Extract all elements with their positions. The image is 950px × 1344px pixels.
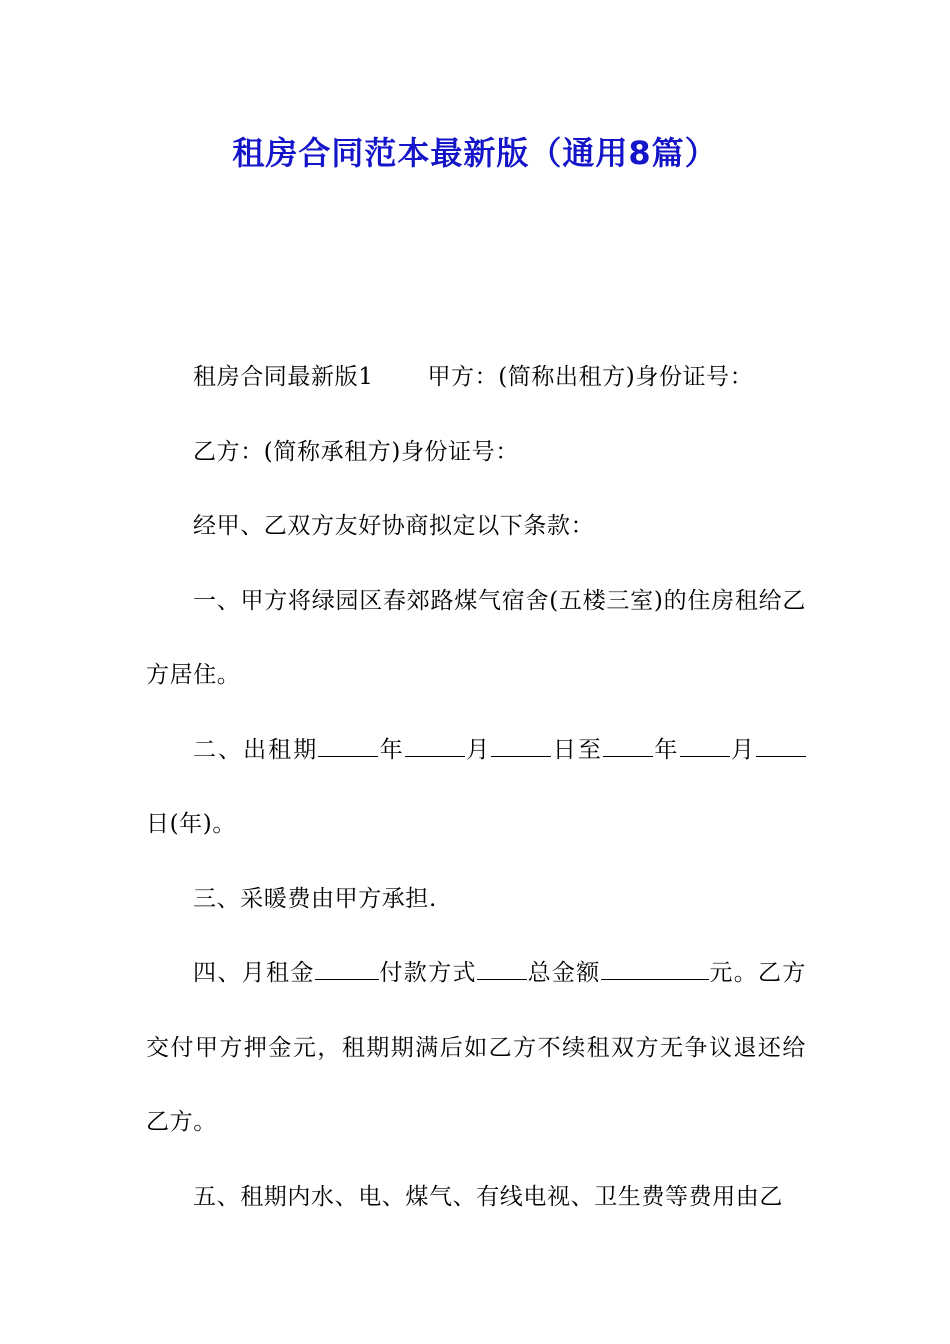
blank-line bbox=[491, 736, 551, 757]
month-label: 月 bbox=[729, 736, 757, 763]
clause-2-suffix: (年)。 bbox=[169, 811, 236, 837]
paragraph-agreement: 经甲、乙双方友好协商拟定以下条款： bbox=[193, 513, 595, 539]
blank-line bbox=[756, 736, 806, 757]
document-body bbox=[146, 340, 806, 1234]
blank-line bbox=[601, 959, 709, 980]
blank-line bbox=[405, 736, 465, 757]
document-title: 租房合同范本最新版（通用8篇） bbox=[232, 134, 718, 172]
contract-label: 租房合同最新版1 bbox=[193, 364, 374, 390]
blank-line bbox=[680, 736, 730, 757]
year-label: 年 bbox=[378, 736, 405, 763]
paragraph-party-a bbox=[146, 340, 806, 415]
paragraph-clause-3: 三、采暖费由甲方承担. bbox=[193, 885, 437, 912]
pay-method-label: 付款方式 bbox=[378, 960, 477, 986]
paragraph-clause-1: 一、甲方将绿园区春郊路煤气宿舍(五楼三室)的住房租给乙方居住。 bbox=[146, 587, 806, 688]
day-label: 日 bbox=[146, 811, 170, 837]
blank-line bbox=[477, 959, 527, 980]
paragraph-clause-5: 五、租期内水、电、煤气、有线电视、卫生费等费用由乙 bbox=[193, 1183, 783, 1210]
party-a-text: 甲方：(简称出租方)身份证号： bbox=[427, 364, 754, 390]
paragraph-clause-2 bbox=[146, 713, 806, 862]
month-label: 月 bbox=[464, 736, 492, 763]
paragraph-party-b: 乙方：(简称承租方)身份证号： bbox=[193, 438, 519, 465]
clause-2-prefix: 二、出租期 bbox=[193, 736, 319, 763]
clause-4-rest: 元。乙方交付甲方押金元，租期期满后如乙方不续租双方无争议退还给乙方。 bbox=[146, 960, 806, 1135]
blank-line bbox=[318, 736, 378, 757]
day-label: 日至 bbox=[551, 736, 603, 763]
blank-line bbox=[315, 959, 379, 980]
year-label: 年 bbox=[652, 736, 680, 763]
clause-4-prefix: 四、月租金 bbox=[193, 960, 315, 986]
paragraph-clause-4 bbox=[146, 936, 806, 1160]
blank-line bbox=[603, 736, 653, 757]
total-label: 总金额 bbox=[526, 960, 601, 986]
